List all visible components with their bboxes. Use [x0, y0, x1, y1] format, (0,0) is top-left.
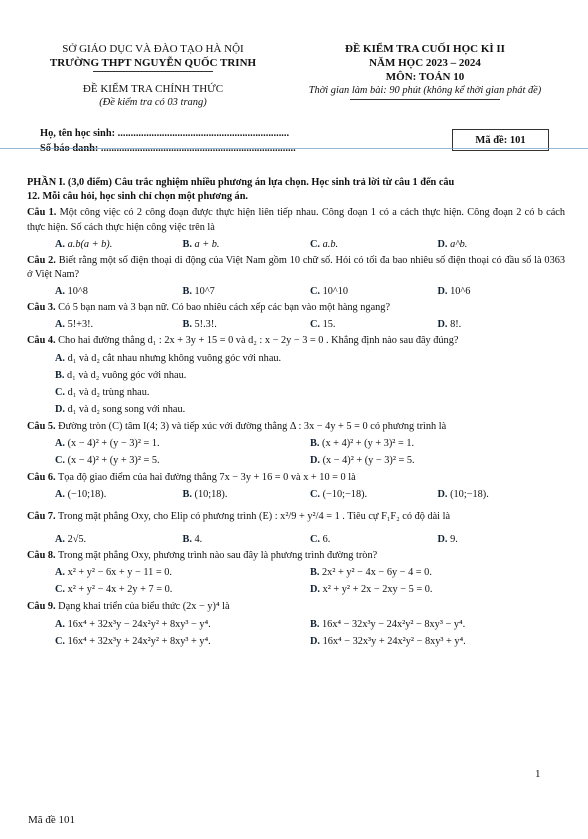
school-year: NĂM HỌC 2023 – 2024	[369, 57, 481, 69]
q9-option-a[interactable]: A. 16x⁴ + 32x³y − 24x²y² + 8xy³ − y⁴.	[55, 618, 211, 630]
exam-title: ĐỀ KIỂM TRA CUỐI HỌC KÌ II	[345, 43, 505, 55]
question-1-text: Một công việc có 2 công đoạn được thực hiện liên tiếp nhau. Công đoạn 1 có a cách thực hiện. Công đoạn 2 có b cách thực hiện. Số cách thực hiện công việc trên là	[27, 207, 565, 233]
question-3-options	[27, 317, 565, 332]
duration: Thời gian làm bài: 90 phút (không kể thời gian phát đề)	[308, 85, 542, 96]
q2-option-d[interactable]: D. 10^6	[437, 286, 471, 298]
question-8-text: Trong mặt phẳng Oxy, phương trình nào sau đây là phương trình đường tròn?	[55, 550, 378, 562]
pages-note: (Đề kiểm tra có 03 trang)	[99, 97, 207, 108]
q9-option-c[interactable]: C. 16x⁴ + 32x³y + 24x²y² + 8xy³ + y⁴.	[55, 635, 211, 647]
question-7-options	[27, 532, 565, 547]
q6-option-b[interactable]: B. (10;18).	[182, 489, 228, 501]
question-5-label: Câu 5.	[27, 420, 56, 432]
q5-option-b[interactable]: B. (x + 4)² + (y + 3)² = 1.	[310, 437, 415, 449]
q7-option-c[interactable]: C. 6.	[310, 534, 331, 546]
q9-option-d[interactable]: D. 16x⁴ − 32x³y + 24x²y² − 8xy³ + y⁴.	[310, 635, 466, 647]
q6-option-a[interactable]: A. (−10;18).	[55, 489, 107, 501]
question-2-text: Biết rằng một số điện thoại di động của Việt Nam gồm 10 chữ số. Hỏi có tối đa bao nhiêu số điện thoại có đầu số là 0363 ở Việt Nam?	[27, 254, 566, 281]
q2-option-c[interactable]: C. 10^10	[310, 286, 349, 298]
question-5	[27, 420, 565, 434]
question-8-options-row2	[27, 582, 565, 598]
duration-underline	[350, 99, 500, 100]
student-name-field[interactable]: Họ, tên học sinh: ..................................................................	[40, 128, 290, 139]
question-3-text: Có 5 bạn nam và 3 bạn nữ. Có bao nhiêu cách xếp các bạn vào một hàng ngang?	[55, 302, 391, 314]
q4-option-a[interactable]: A. d₁ và d₂ cắt nhau nhưng không vuông góc với nhau.	[55, 352, 282, 364]
q3-option-b[interactable]: B. 5!.3!.	[182, 319, 217, 331]
q2-option-b[interactable]: B. 10^7	[182, 286, 215, 298]
question-7-text: Trong mặt phẳng Oxy, cho Elip có phương trình (E) : x²/9 + y²/4 = 1 . Tiêu cự F₁F₂ có độ dài là	[55, 511, 451, 523]
q5-option-a[interactable]: A. (x − 4)² + (y − 3)² = 1.	[55, 437, 160, 449]
q4-option-c[interactable]: C. d₁ và d₂ trùng nhau.	[55, 386, 150, 398]
question-2-label: Câu 2.	[27, 254, 56, 266]
question-8-options-row1	[27, 565, 565, 581]
question-5-options-row1	[27, 436, 565, 452]
q1-option-c[interactable]: C. a.b.	[310, 238, 339, 250]
question-9	[27, 600, 565, 614]
q6-option-c[interactable]: C. (−10;−18).	[310, 489, 368, 501]
section-heading-line1: PHẦN I. (3,0 điểm) Câu trắc nghiệm nhiều phương án lựa chọn. Học sinh trả lời từ câu 1 đến câu	[27, 177, 455, 188]
q7-option-a[interactable]: A. 2√5.	[55, 534, 87, 546]
question-3	[27, 301, 565, 315]
q8-option-c[interactable]: C. x² + y² − 4x + 2y + 7 = 0.	[55, 584, 173, 596]
q2-option-a[interactable]: A. 10^8	[55, 286, 88, 298]
page-number: 1	[535, 768, 541, 780]
question-7	[27, 510, 565, 524]
question-1	[27, 206, 565, 234]
question-5-text: Đường tròn (C) tâm I(4; 3) và tiếp xúc với đường thẳng Δ : 3x − 4y + 5 = 0 có phương trình là	[55, 420, 447, 432]
footer-exam-code: Mã đề 101	[28, 814, 76, 826]
q8-option-b[interactable]: B. 2x² + y² − 4x − 6y − 4 = 0.	[310, 567, 432, 579]
question-6-text: Tọa độ giao điểm của hai đường thẳng 7x − 3y + 16 = 0 và x + 10 = 0 là	[55, 471, 356, 483]
q3-option-a[interactable]: A. 5!+3!.	[55, 319, 94, 331]
header-left	[28, 42, 278, 110]
q6-option-d[interactable]: D. (10;−18).	[437, 489, 489, 501]
section-heading-line2: 12. Mỗi câu hỏi, học sinh chỉ chọn một phương án.	[27, 191, 249, 203]
question-4	[27, 334, 565, 348]
school-underline	[93, 71, 213, 72]
question-8-label: Câu 8.	[27, 550, 56, 562]
question-8	[27, 549, 565, 563]
q3-option-d[interactable]: D. 8!.	[437, 319, 462, 331]
q4-option-d[interactable]: D. d₁ và d₂ song song với nhau.	[55, 403, 186, 415]
question-6	[27, 471, 565, 485]
q8-option-a[interactable]: A. x² + y² − 6x + y − 11 = 0.	[55, 567, 172, 579]
question-3-label: Câu 3.	[27, 302, 56, 314]
q7-option-b[interactable]: B. 4.	[182, 534, 203, 546]
question-4-label: Câu 4.	[27, 335, 56, 347]
question-9-text: Dạng khai triển của biểu thức (2x − y)⁴ là	[55, 601, 230, 613]
question-9-options-row2	[27, 634, 565, 650]
question-7-label: Câu 7.	[27, 511, 56, 523]
school-name: TRƯỜNG THPT NGUYỄN QUỐC TRINH	[49, 57, 257, 69]
q1-option-a[interactable]: A. a.b(a + b).	[55, 238, 113, 250]
q9-option-b[interactable]: B. 16x⁴ − 32x³y − 24x²y² − 8xy³ − y⁴.	[310, 618, 466, 630]
q8-option-d[interactable]: D. x² + y² + 2x − 2xy − 5 = 0.	[310, 584, 433, 596]
official-label: ĐỀ KIỂM TRA CHÍNH THỨC	[82, 83, 224, 95]
section-heading	[27, 176, 565, 204]
question-1-label: Câu 1.	[27, 207, 57, 219]
question-5-options-row2	[27, 453, 565, 469]
q1-option-b[interactable]: B. a + b.	[182, 238, 220, 250]
question-1-options	[27, 237, 565, 252]
question-4-text: Cho hai đường thẳng d₁ : 2x + 3y + 15 = 0 và d₂ : x − 2y − 3 = 0 . Khẳng định nào sau đây đúng?	[55, 335, 459, 347]
q1-option-d[interactable]: D. a^b.	[437, 238, 468, 250]
q3-option-c[interactable]: C. 15.	[310, 319, 336, 331]
header-right	[285, 42, 565, 100]
question-2	[27, 254, 565, 282]
q5-option-c[interactable]: C. (x − 4)² + (y + 3)² = 5.	[55, 454, 160, 466]
q5-option-d[interactable]: D. (x − 4)² + (y − 3)² = 5.	[310, 454, 415, 466]
question-6-label: Câu 6.	[27, 471, 56, 483]
department-name: SỞ GIÁO DỤC VÀ ĐÀO TẠO HÀ NỘI	[62, 43, 244, 55]
subject: MÔN: TOÁN 10	[385, 71, 465, 83]
question-6-options	[27, 487, 565, 502]
question-9-label: Câu 9.	[27, 601, 56, 613]
question-9-options-row1	[27, 617, 565, 633]
q7-option-d[interactable]: D. 9.	[437, 534, 458, 546]
q4-option-b[interactable]: B. d₁ và d₂ vuông góc với nhau.	[55, 369, 187, 381]
divider	[0, 148, 588, 149]
exam-body	[27, 176, 565, 651]
exam-code-box: Mã đề: 101	[452, 129, 549, 151]
question-2-options	[27, 284, 565, 299]
